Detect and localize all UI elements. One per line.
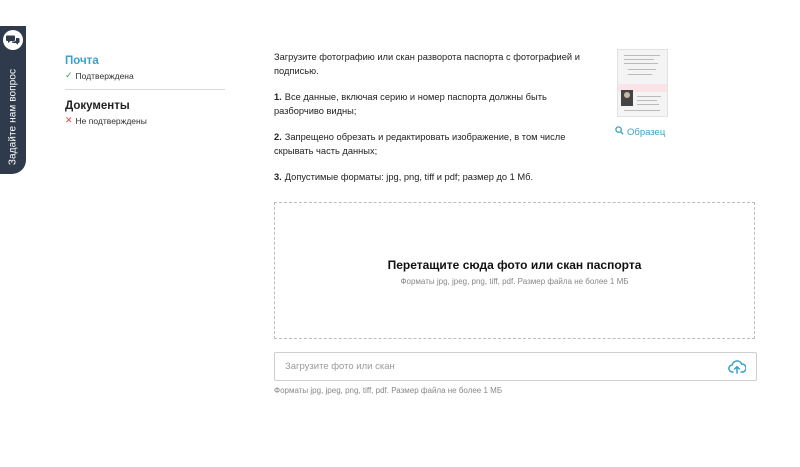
instruction-item <box>274 170 592 184</box>
cross-icon: ✕ <box>65 115 73 125</box>
status-email-title: Почта <box>65 55 99 67</box>
status-documents-state <box>65 115 225 126</box>
passport-sample-image[interactable] <box>617 49 668 117</box>
upload-instructions <box>274 50 592 196</box>
search-icon <box>615 126 624 138</box>
chat-icon <box>3 30 23 50</box>
instruction-text: Допустимые форматы: jpg, png, tiff и pdf; размер до 1 Мб. <box>284 172 534 182</box>
dropzone-title: Перетащите сюда фото или скан паспорта <box>387 258 642 272</box>
upload-placeholder: Загрузите фото или скан <box>285 361 395 372</box>
instruction-text: Все данные, включая серию и номер паспорта должны быть разборчиво видны; <box>274 92 547 116</box>
status-email-state <box>65 70 225 81</box>
status-email <box>65 55 225 81</box>
status-documents-text: Не подтверждены <box>75 115 147 126</box>
feedback-tab-label: Задайте нам вопрос <box>7 68 19 166</box>
sample-link-label: Образец <box>627 126 666 138</box>
sample-link[interactable] <box>615 126 665 138</box>
status-divider <box>65 89 225 90</box>
status-documents <box>65 100 225 126</box>
status-email-text: Подтверждена <box>75 70 134 81</box>
dropzone-hint: Форматы jpg, jpeg, png, tiff, pdf. Размер файла не более 1 МБ <box>400 277 629 286</box>
instruction-number: 2. <box>274 132 282 142</box>
instruction-text: Запрещено обрезать и редактировать изображение, в том числе скрывать часть данных; <box>274 132 566 156</box>
instructions-intro: Загрузите фотографию или скан разворота паспорта с фотографией и подписью. <box>274 52 580 76</box>
verification-status <box>65 55 225 126</box>
instruction-number: 1. <box>274 92 282 102</box>
instruction-item <box>274 130 592 158</box>
upload-file-field[interactable] <box>274 352 757 381</box>
feedback-tab[interactable] <box>0 26 26 174</box>
instruction-number: 3. <box>274 172 282 182</box>
cloud-upload-icon[interactable] <box>728 359 746 375</box>
upload-hint: Форматы jpg, jpeg, png, tiff, pdf. Размер файла не более 1 МБ <box>274 386 503 395</box>
file-dropzone[interactable] <box>274 202 755 339</box>
checkmark-icon: ✓ <box>65 70 73 80</box>
status-documents-title: Документы <box>65 100 130 112</box>
instruction-item <box>274 90 592 118</box>
